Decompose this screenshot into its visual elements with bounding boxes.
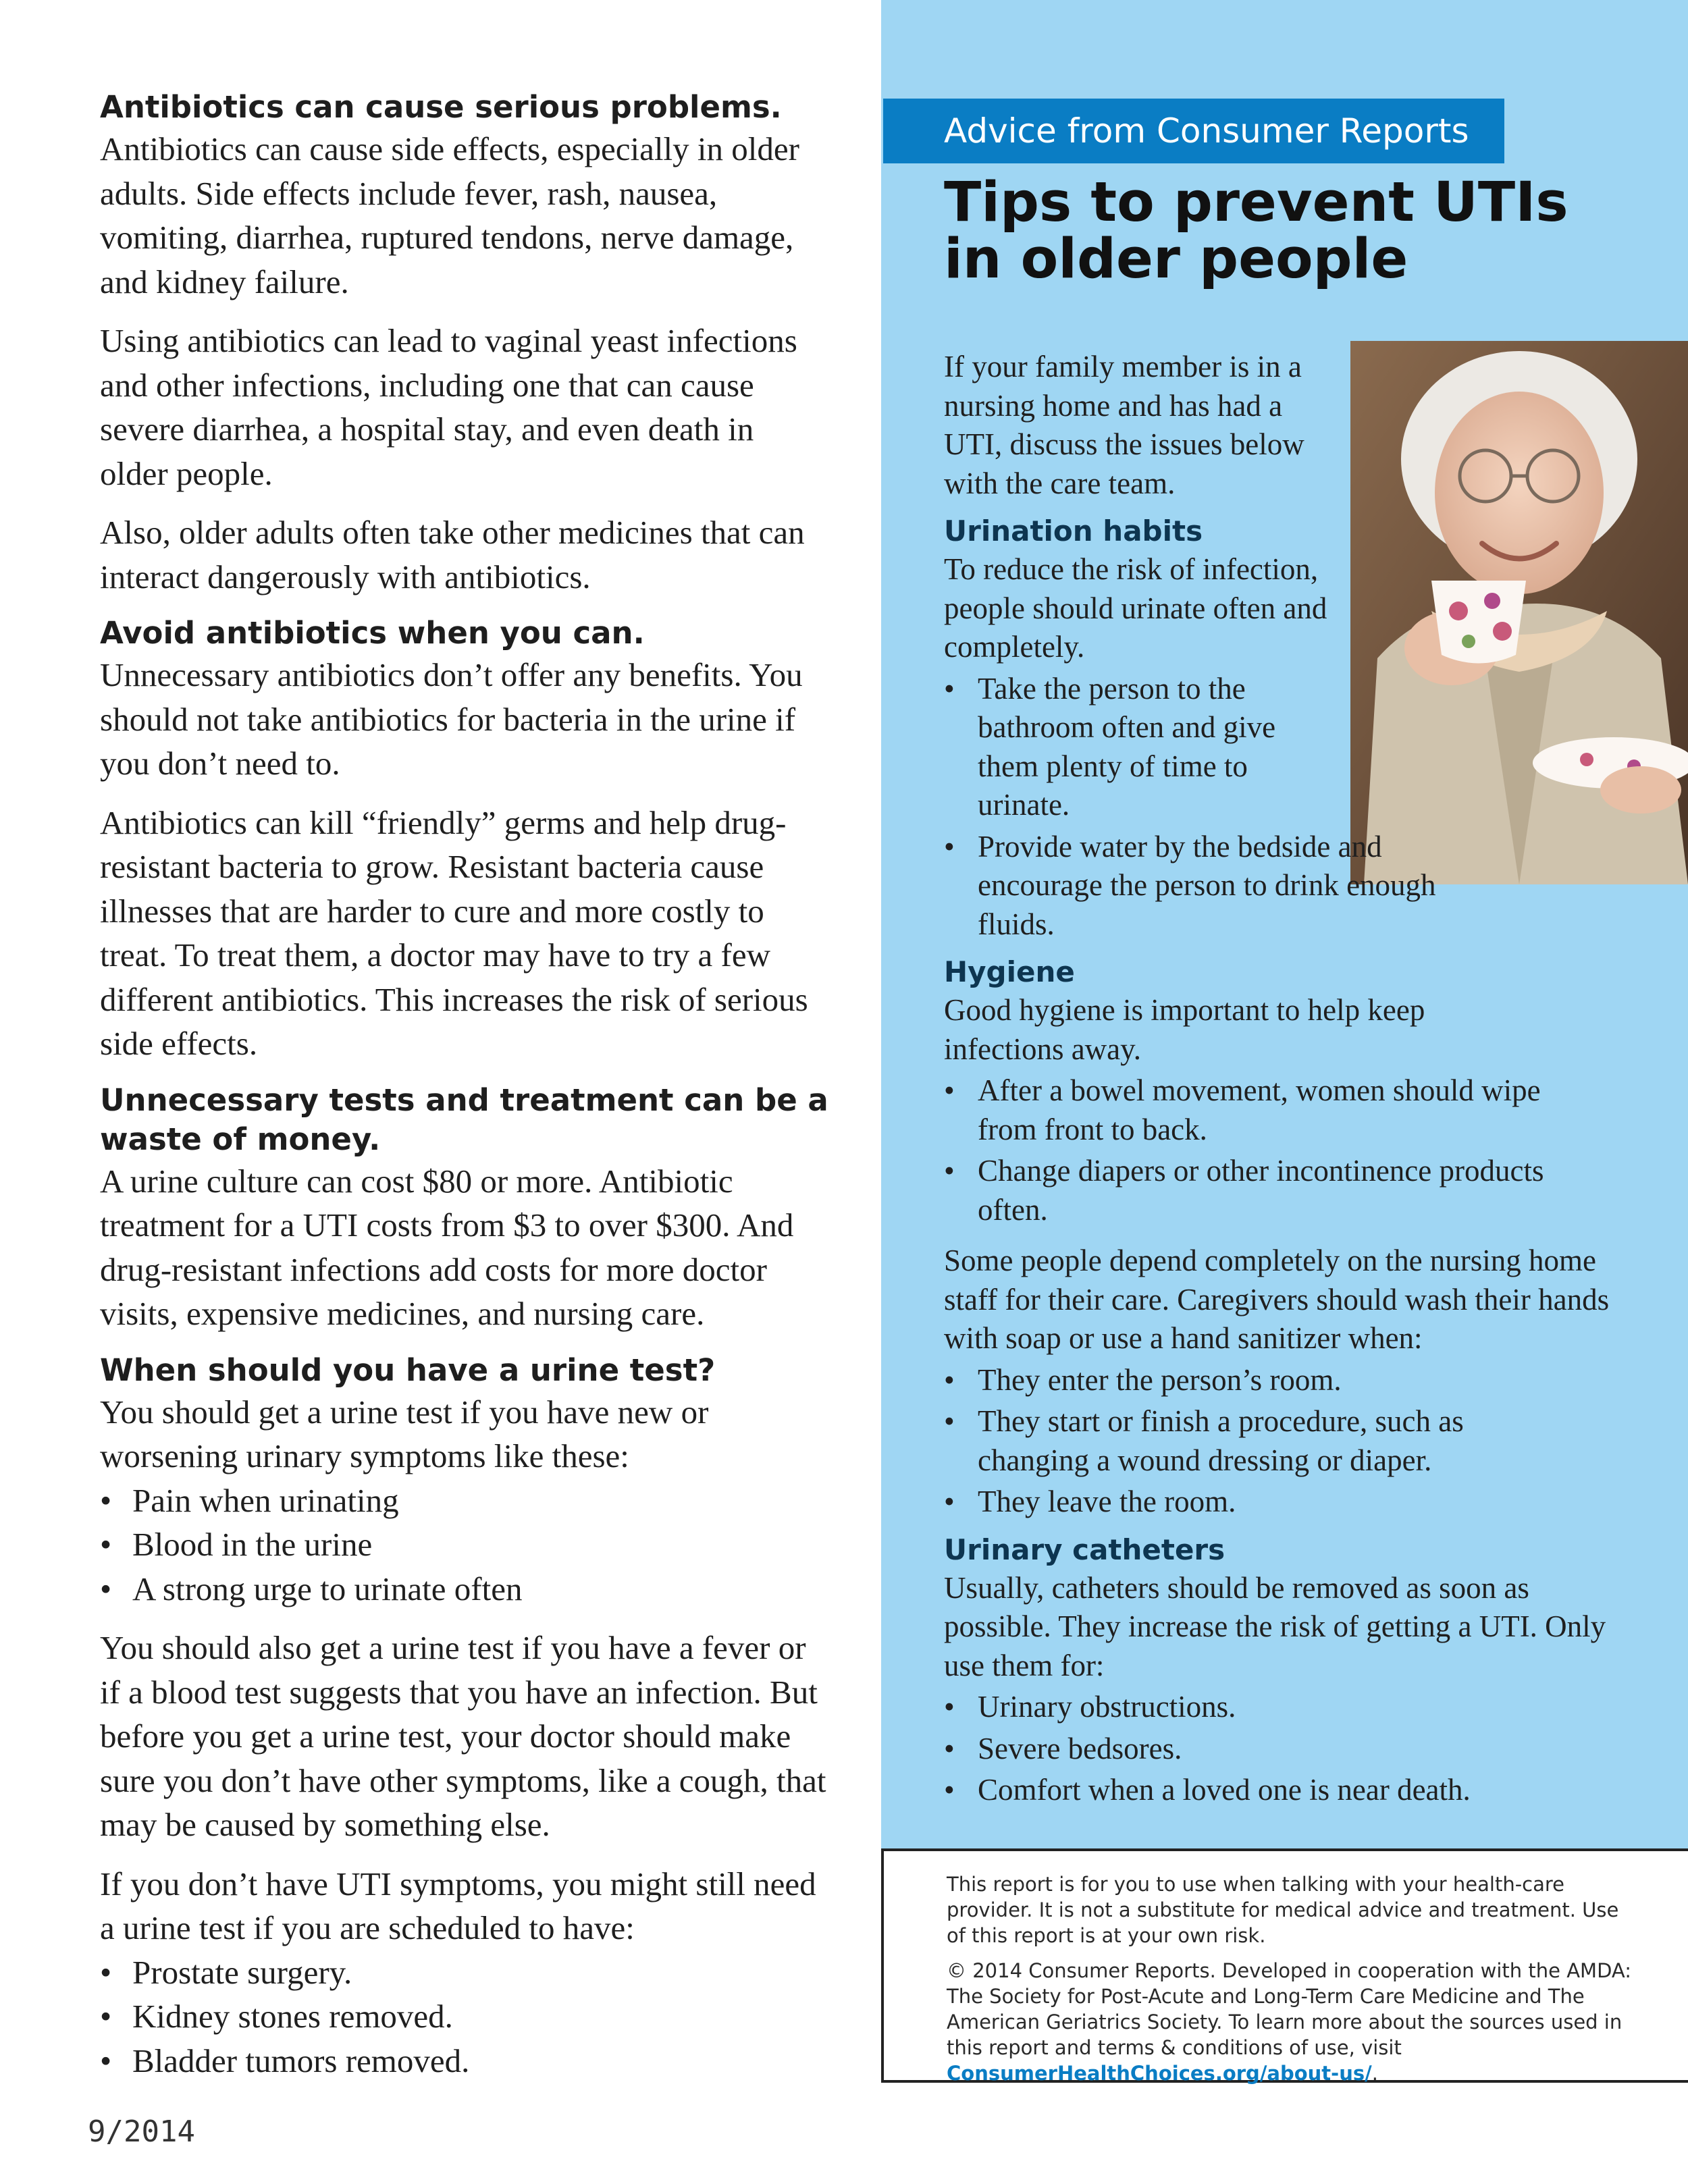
intro-paragraph: If your family member is in a nursing home and has had a UTI, discuss the issues below with the care team. bbox=[944, 350, 1304, 500]
list-item: • Take the person to the bathroom often and give them plenty of time to urinate. bbox=[944, 670, 1329, 825]
paragraph: If you don’t have UTI symptoms, you might still need a urine test if you are scheduled to have: bbox=[100, 1865, 816, 1946]
catheter-heading: Urinary catheters bbox=[944, 1533, 1225, 1566]
list-item: • Severe bedsores. bbox=[944, 1730, 1646, 1769]
list-item: • Urinary obstructions. bbox=[944, 1688, 1646, 1727]
copyright-text bbox=[947, 1958, 1642, 2086]
list-item: • They enter the person’s room. bbox=[944, 1361, 1646, 1400]
paragraph: You should get a urine test if you have new or worsening urinary symptoms like these: bbox=[100, 1393, 709, 1474]
list-item: • Blood in the urine bbox=[100, 1522, 829, 1567]
paragraph: Also, older adults often take other medicines that can interact dangerously with antibiotics. bbox=[100, 514, 805, 595]
list-item: • After a bowel movement, women should wipe from front to back. bbox=[944, 1071, 1585, 1149]
section-heading: Unnecessary tests and treatment can be a waste of money. bbox=[100, 1082, 828, 1157]
section-heading: Antibiotics can cause serious problems. bbox=[100, 89, 782, 125]
list-item: • Bladder tumors removed. bbox=[100, 2039, 829, 2083]
paragraph: To reduce the risk of infection, people should urinate often and completely. bbox=[944, 552, 1327, 664]
disclaimer-box bbox=[881, 1848, 1688, 2083]
list-item: • Comfort when a loved one is near death. bbox=[944, 1771, 1646, 1810]
paragraph: Using antibiotics can lead to vaginal yeast infections and other infections, including one that can cause severe diarrhea, a hospital stay, and even death in older people. bbox=[100, 322, 797, 492]
list-item: • Prostate surgery. bbox=[100, 1950, 829, 1995]
list-item: • A strong urge to urinate often bbox=[100, 1567, 829, 1612]
paragraph: Usually, catheters should be removed as soon as possible. They increase the risk of getting a UTI. Only use them for: bbox=[944, 1570, 1606, 1682]
list-item: • Pain when urinating bbox=[100, 1479, 829, 1523]
left-column bbox=[100, 88, 829, 2083]
paragraph: Some people depend completely on the nursing home staff for their care. Caregivers should wash their hands with soap or use a hand sanitizer when: bbox=[944, 1244, 1610, 1355]
paragraph: You should also get a urine test if you have a fever or if a blood test suggests that you have an infection. But before you get a urine test, your doctor should make sure you don’t have other symptoms, like a cough, that may be caused by something else. bbox=[100, 1629, 826, 1843]
paragraph: Antibiotics can kill “friendly” germs and help drug-resistant bacteria to grow. Resistant bacteria cause illnesses that are harder to cure and more costly to treat. To treat them, a doctor may have to try a few different antibiotics. This increases the risk of serious side effects. bbox=[100, 803, 808, 1062]
list-item: • Provide water by the bedside and encourage the person to drink enough fluids. bbox=[944, 828, 1450, 944]
list-item: • They start or finish a procedure, such as changing a wound dressing or diaper. bbox=[944, 1402, 1552, 1480]
link-period: . bbox=[1371, 2062, 1378, 2085]
paragraph: Antibiotics can cause side effects, especially in older adults. Side effects include fever, rash, nausea, vomiting, diarrhea, ruptured tendons, nerve damage, and kidney failure. bbox=[100, 130, 799, 300]
disclaimer-text: This report is for you to use when talking with your health-care provider. It is not a substitute for medical advice and treatment. Use of this report is at your own risk. bbox=[947, 1873, 1619, 1947]
paragraph: A urine culture can cost $80 or more. Antibiotic treatment for a UTI costs from $3 to over $300. And drug-resistant infections add costs for more doctor visits, expensive medicines, and nursing care. bbox=[100, 1162, 794, 1332]
list-item: • Change diapers or other incontinence products often. bbox=[944, 1152, 1585, 1229]
paragraph: Unnecessary antibiotics don’t offer any benefits. You should not take antibiotics for bacteria in the urine if you don’t need to. bbox=[100, 656, 803, 782]
tips-content bbox=[944, 348, 1646, 1813]
paragraph: Good hygiene is important to help keep infections away. bbox=[944, 993, 1425, 1066]
panel-title: Tips to prevent UTIs in older people bbox=[944, 171, 1568, 291]
list-item: • Kidney stones removed. bbox=[100, 1994, 829, 2039]
about-us-link[interactable]: ConsumerHealthChoices.org/about-us/ bbox=[947, 2062, 1372, 2085]
hygiene-heading: Hygiene bbox=[944, 955, 1075, 988]
procedure-list bbox=[100, 1950, 829, 2083]
urination-list bbox=[944, 670, 1646, 944]
copyright-body: © 2014 Consumer Reports. Developed in cooperation with the AMDA: The Society for Post-Acute and Long-Term Care Medicine and The American Geriatrics Society. To learn more about the sources used in this report and terms & conditions of use, visit bbox=[947, 1959, 1631, 2059]
hygiene-list bbox=[944, 1071, 1646, 1229]
section-heading: Avoid antibiotics when you can. bbox=[100, 615, 645, 651]
catheter-list bbox=[944, 1688, 1646, 1810]
section-heading: When should you have a urine test? bbox=[100, 1352, 716, 1388]
list-item: • They leave the room. bbox=[944, 1483, 1646, 1522]
urination-heading: Urination habits bbox=[944, 514, 1203, 548]
print-date: 9/2014 bbox=[88, 2114, 195, 2149]
advice-banner: Advice from Consumer Reports bbox=[883, 99, 1504, 163]
symptom-list bbox=[100, 1479, 829, 1612]
handwash-list bbox=[944, 1361, 1646, 1522]
